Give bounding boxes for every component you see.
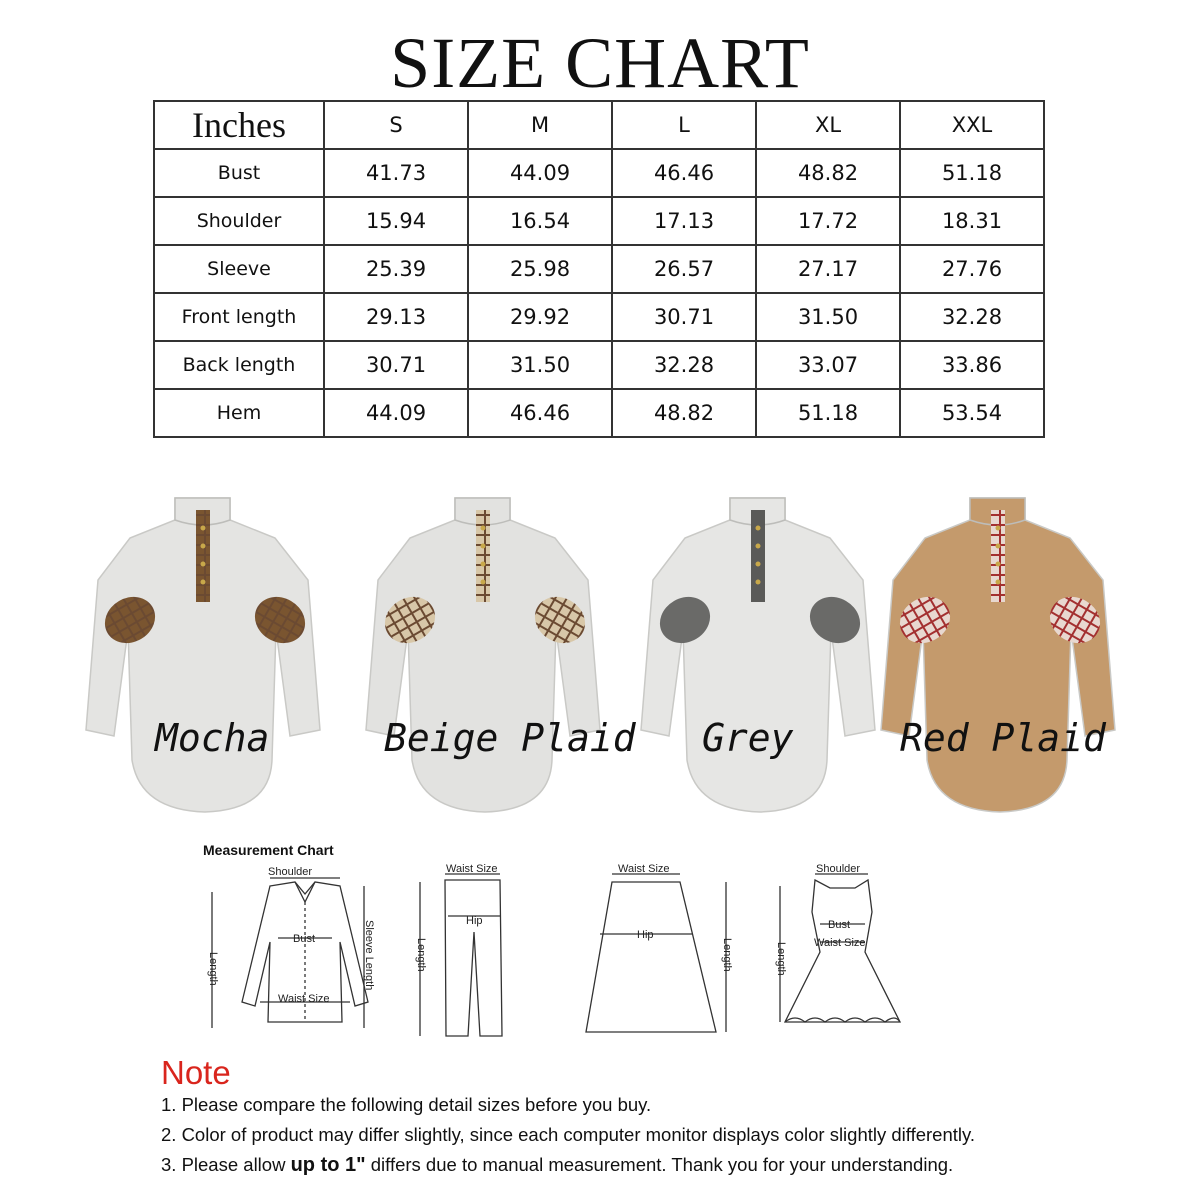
note-line-3-emphasis: up to 1" xyxy=(290,1154,366,1176)
measurement-diagrams xyxy=(200,842,920,1042)
table-cell: 15.94 xyxy=(324,197,468,245)
unit-label: Inches xyxy=(154,101,324,149)
table-row xyxy=(154,293,1044,341)
row-label: Front length xyxy=(154,293,324,341)
shirt-shoulder-label: Shoulder xyxy=(268,866,313,878)
note-heading: Note xyxy=(161,1054,231,1091)
row-label: Shoulder xyxy=(154,197,324,245)
table-cell: 26.57 xyxy=(612,245,756,293)
color-label-red-plaid: Red Plaid xyxy=(900,716,1106,760)
measurement-chart xyxy=(200,842,920,1042)
table-cell: 44.09 xyxy=(324,389,468,437)
color-label-mocha: Mocha xyxy=(155,716,270,760)
size-header: L xyxy=(612,101,756,149)
table-row xyxy=(154,341,1044,389)
shirt-waist-label: Waist Size xyxy=(278,993,330,1005)
color-label-beige-plaid: Beige Plaid xyxy=(384,716,636,760)
table-row xyxy=(154,245,1044,293)
table-cell: 46.46 xyxy=(468,389,612,437)
table-cell: 31.50 xyxy=(468,341,612,389)
note-line-3 xyxy=(161,1154,953,1177)
shirt-bust-label: Bust xyxy=(293,933,316,945)
pants-diagram xyxy=(420,874,502,1036)
note-line-3-end: differs due to manual measurement. Thank you for your understanding. xyxy=(365,1154,954,1175)
table-cell: 17.72 xyxy=(756,197,900,245)
pullover-beige-plaid-image xyxy=(360,480,605,820)
table-cell: 25.98 xyxy=(468,245,612,293)
table-cell: 31.50 xyxy=(756,293,900,341)
row-label: Hem xyxy=(154,389,324,437)
size-table xyxy=(153,100,1045,438)
row-label: Bust xyxy=(154,149,324,197)
table-cell: 51.18 xyxy=(900,149,1044,197)
size-header: M xyxy=(468,101,612,149)
table-cell: 33.07 xyxy=(756,341,900,389)
note-line-3-start: 3. Please allow xyxy=(161,1154,291,1175)
note-line-2: 2. Color of product may differ slightly, since each computer monitor displays color slightly differently. xyxy=(161,1124,976,1145)
size-header: XL xyxy=(756,101,900,149)
table-cell: 18.31 xyxy=(900,197,1044,245)
table-cell: 30.71 xyxy=(612,293,756,341)
shirt-sleeve-label: Sleeve Length xyxy=(363,920,375,991)
size-header-row xyxy=(154,101,1044,149)
dress-length-label: Length xyxy=(775,942,787,976)
color-label-grey: Grey xyxy=(702,716,794,760)
shirt-length-label: Length xyxy=(207,952,219,986)
table-cell: 46.46 xyxy=(612,149,756,197)
table-cell: 16.54 xyxy=(468,197,612,245)
table-cell: 33.86 xyxy=(900,341,1044,389)
dress-waist-label: Waist Size xyxy=(814,937,866,949)
skirt-hip-label: Hip xyxy=(637,929,654,941)
row-label: Sleeve xyxy=(154,245,324,293)
table-cell: 32.28 xyxy=(900,293,1044,341)
table-cell: 53.54 xyxy=(900,389,1044,437)
skirt-diagram xyxy=(586,874,726,1032)
pullover-mocha-image xyxy=(80,480,325,820)
size-header: S xyxy=(324,101,468,149)
skirt-waist-label: Waist Size xyxy=(618,863,670,875)
table-row xyxy=(154,197,1044,245)
dress-bust-label: Bust xyxy=(828,919,851,931)
dress-shoulder-label: Shoulder xyxy=(816,863,861,875)
table-cell: 41.73 xyxy=(324,149,468,197)
table-cell: 17.13 xyxy=(612,197,756,245)
table-cell: 48.82 xyxy=(756,149,900,197)
pants-hip-label: Hip xyxy=(466,915,483,927)
pants-length-label: Length xyxy=(415,938,427,972)
table-cell: 32.28 xyxy=(612,341,756,389)
table-cell: 27.76 xyxy=(900,245,1044,293)
pants-waist-label: Waist Size xyxy=(446,863,498,875)
page-title: SIZE CHART xyxy=(390,23,810,103)
table-cell: 30.71 xyxy=(324,341,468,389)
table-cell: 25.39 xyxy=(324,245,468,293)
measurement-chart-title: Measurement Chart xyxy=(203,842,334,858)
skirt-length-label: Length xyxy=(721,938,733,972)
color-options xyxy=(70,480,1120,830)
table-cell: 27.17 xyxy=(756,245,900,293)
pullover-grey-image xyxy=(635,480,880,820)
table-cell: 29.13 xyxy=(324,293,468,341)
row-label: Back length xyxy=(154,341,324,389)
shirt-diagram xyxy=(212,878,368,1028)
size-header: XXL xyxy=(900,101,1044,149)
table-row xyxy=(154,149,1044,197)
table-row xyxy=(154,389,1044,437)
note-line-1: 1. Please compare the following detail sizes before you buy. xyxy=(161,1094,652,1115)
table-cell: 29.92 xyxy=(468,293,612,341)
table-cell: 51.18 xyxy=(756,389,900,437)
pullover-red-plaid-image xyxy=(875,480,1120,820)
table-cell: 44.09 xyxy=(468,149,612,197)
table-cell: 48.82 xyxy=(612,389,756,437)
